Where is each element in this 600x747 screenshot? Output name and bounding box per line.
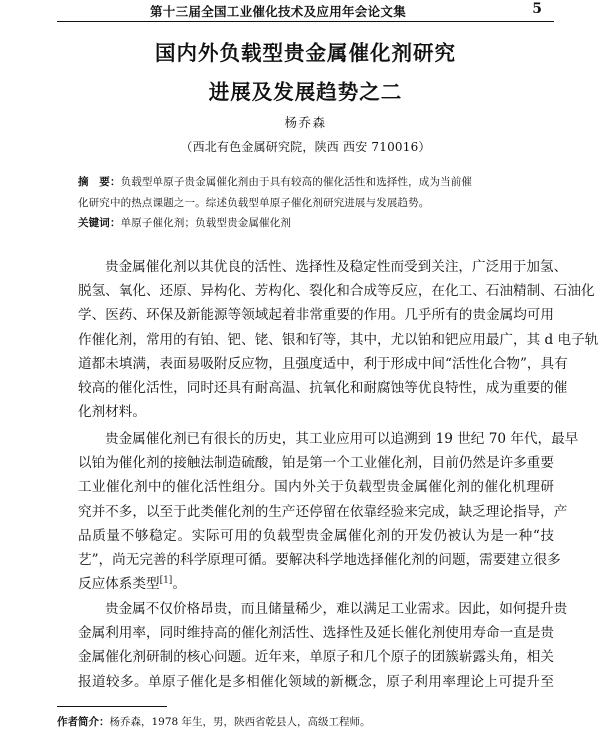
footnote-label: 作者简介： (57, 716, 110, 728)
p2-last-line (78, 572, 554, 596)
p1-line: 贵金属催化剂以其优良的活性、选择性及稳定性而受到关注，广泛用于加氢、 (105, 259, 568, 275)
proceedings-title: 第十三届全国工业催化技术及应用年会论文集 (150, 4, 407, 19)
p1-line: 脱氢、氧化、还原、异构化、芳构化、裂化和合成等反应，在化工、石油精制、石油化 (78, 283, 595, 300)
p1-line: 学、医药、环保及新能源等领域起着非常重要的作用。几乎所有的贵金属均可用 (78, 307, 554, 324)
p1-line: 化剂材料。 (78, 404, 146, 421)
p2-line: 究并不多，以至于此类催化剂的生产还停留在依靠经验来完成，缺乏理论指导，产 (78, 503, 568, 520)
paragraph-2 (78, 427, 579, 596)
p3-line: 贵金属不仅价格昂贵，而且储量稀少，难以满足工业需求。因此，如何提升贵 (105, 601, 568, 617)
footnote-rule (57, 706, 167, 707)
p1-line: 作催化剂，常用的有铂、钯、铑、银和钌等，其中，尤以铂和钯应用最广，其 d 电子轨 (78, 331, 599, 348)
p3-line: 金属利用率，同时维持高的催化剂活性、选择性及延长催化剂使用寿命一直是贵 (78, 625, 554, 642)
keywords-text: 单原子催化剂；负载型贵金属催化剂 (120, 217, 292, 229)
paper-title-line-1: 国内外负载型贵金属催化剂研究 (155, 41, 456, 65)
author-footnote (57, 714, 371, 729)
p2-line: 品质量不够稳定。实际可用的负载型贵金属催化剂的开发仍被认为是一种“技 (78, 527, 554, 544)
citation-ref[interactable]: [1] (159, 575, 173, 586)
abstract-line-1 (78, 174, 472, 189)
abstract-line-2: 化研究中的热点课题之一。综述负载型单原子催化剂研究进展与发展趋势。 (78, 197, 430, 209)
author-name: 杨乔森 (284, 115, 327, 130)
header-rule (57, 21, 554, 22)
paragraph-1 (78, 255, 599, 424)
p1-line: 较高的催化活性，同时还具有耐高温、抗氧化和耐腐蚀等优良特性，成为重要的催 (78, 379, 568, 396)
p3-line: 报道较多。单原子催化是多相催化领域的新概念，原子利用率理论上可提升至 (78, 673, 554, 690)
author-affiliation: （西北有色金属研究院，陕西 西安 710016） (180, 140, 431, 154)
paragraph-3 (78, 597, 568, 694)
p2-line: 贵金属催化剂已有很长的历史，其工业应用可以追溯到 19 世纪 70 年代，最早 (105, 431, 579, 447)
keywords-line (78, 215, 291, 230)
footnote-text: 杨乔森，1978 年生，男，陕西省乾县人，高级工程师。 (109, 716, 371, 728)
running-head (0, 0, 600, 22)
p2-line: 以铂为催化剂的接触法制造硫酸，铂是第一个工业催化剂，目前仍然是许多重要 (78, 455, 554, 472)
abstract-label: 摘 要： (78, 176, 121, 188)
abstract-text-1: 负载型单原子贵金属催化剂由于具有较高的催化活性和选择性，成为当前催 (120, 176, 473, 188)
page-number: 5 (532, 1, 542, 17)
keywords-label: 关键词： (78, 217, 121, 229)
p3-line: 金属催化剂研制的核心问题。近年来，单原子和几个原子的团簇崭露头角，相关 (78, 649, 554, 666)
p2-line: 反应体系类型 (78, 576, 160, 593)
p2-line: 工业催化剂中的催化活性组分。国内外关于负载型贵金属催化剂的催化机理研 (78, 479, 554, 496)
p2-line-end: 。 (172, 576, 186, 593)
paper-title-line-2: 进展及发展趋势之二 (208, 80, 403, 104)
p2-line: 艺”，尚无完善的科学原理可循。要解决科学地选择催化剂的问题，需要建立很多 (78, 551, 561, 568)
p1-line: 道都未填满，表面易吸附反应物，且强度适中，利于形成中间“活性化合物”，具有 (78, 355, 568, 372)
